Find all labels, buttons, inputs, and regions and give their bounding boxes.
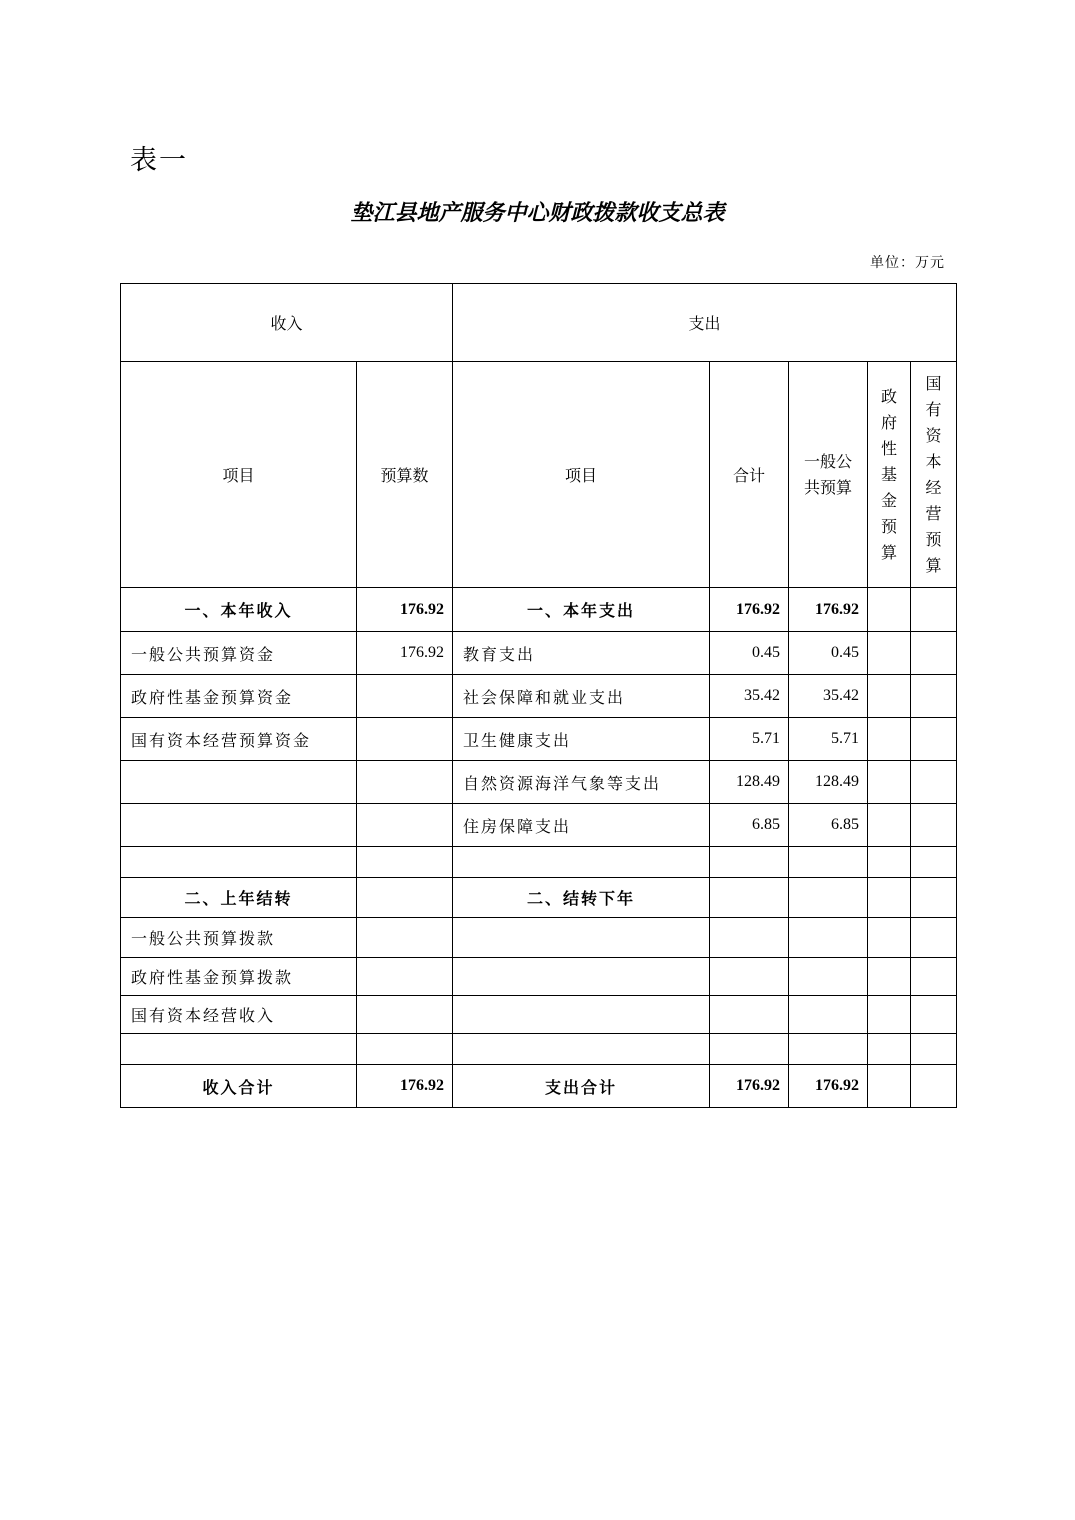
- expense-total: 35.42: [710, 675, 789, 718]
- income-amount: [357, 996, 453, 1034]
- general-budget-header-line2: 共预算: [804, 477, 853, 497]
- expense-gov-fund: [868, 958, 911, 996]
- expense-item: 住房保障支出: [453, 804, 710, 847]
- income-item: 国有资本经营预算资金: [121, 718, 357, 761]
- empty-cell: [868, 1034, 911, 1065]
- income-amount: [357, 878, 453, 918]
- expense-state-capital: [911, 918, 957, 958]
- expense-gov-fund: [868, 918, 911, 958]
- empty-cell: [357, 1034, 453, 1065]
- expense-general: 0.45: [789, 632, 868, 675]
- state-capital-char: 预: [925, 529, 942, 549]
- table-row-empty: [121, 847, 957, 878]
- expense-total: [710, 918, 789, 958]
- expense-total: 5.71: [710, 718, 789, 761]
- expense-item: 二、结转下年: [453, 878, 710, 918]
- expense-general: 176.92: [789, 1065, 868, 1108]
- income-header: 收入: [121, 284, 453, 362]
- header-row-sections: [121, 284, 957, 362]
- state-capital-budget-header: [911, 362, 957, 588]
- expense-total: 176.92: [710, 1065, 789, 1108]
- gov-fund-char: 政: [881, 386, 898, 406]
- expense-gov-fund: [868, 718, 911, 761]
- state-capital-char: 营: [925, 503, 942, 523]
- income-item: 政府性基金预算拨款: [121, 958, 357, 996]
- table-row-total: [121, 1065, 957, 1108]
- income-amount: [357, 918, 453, 958]
- expense-state-capital: [911, 958, 957, 996]
- gov-fund-char: 预: [881, 516, 898, 536]
- empty-cell: [911, 847, 957, 878]
- income-item: [121, 804, 357, 847]
- expense-total: [710, 878, 789, 918]
- expense-gov-fund: [868, 1065, 911, 1108]
- state-capital-char: 资: [925, 425, 942, 445]
- table-row: [121, 588, 957, 632]
- expense-general: 6.85: [789, 804, 868, 847]
- expense-gov-fund: [868, 761, 911, 804]
- expense-total: [710, 996, 789, 1034]
- expense-total: 0.45: [710, 632, 789, 675]
- expense-total-label: 支出合计: [453, 1065, 710, 1108]
- empty-cell: [911, 1034, 957, 1065]
- income-item: 政府性基金预算资金: [121, 675, 357, 718]
- expense-general: [789, 918, 868, 958]
- expense-total: 176.92: [710, 588, 789, 632]
- expense-state-capital: [911, 675, 957, 718]
- table-row: [121, 761, 957, 804]
- income-item-header: 项目: [121, 362, 357, 588]
- expense-item: 卫生健康支出: [453, 718, 710, 761]
- empty-cell: [453, 847, 710, 878]
- gov-fund-char: 府: [881, 412, 898, 432]
- expense-state-capital: [911, 1065, 957, 1108]
- table-row: [121, 996, 957, 1034]
- income-budget-header: 预算数: [357, 362, 453, 588]
- expense-gov-fund: [868, 804, 911, 847]
- expense-total: 128.49: [710, 761, 789, 804]
- table-row: [121, 918, 957, 958]
- empty-cell: [868, 847, 911, 878]
- expense-item: 一、本年支出: [453, 588, 710, 632]
- expense-state-capital: [911, 588, 957, 632]
- expense-gov-fund: [868, 996, 911, 1034]
- state-capital-char: 经: [925, 477, 942, 497]
- income-item: 一、本年收入: [121, 588, 357, 632]
- general-budget-header-line1: 一般公: [804, 451, 853, 471]
- expense-general: 128.49: [789, 761, 868, 804]
- header-row-columns: [121, 362, 957, 588]
- income-amount: [357, 761, 453, 804]
- expense-item: 社会保障和就业支出: [453, 675, 710, 718]
- expense-item: [453, 918, 710, 958]
- gov-fund-budget-header: [868, 362, 911, 588]
- document-title: 垫江县地产服务中心财政拨款收支总表: [350, 200, 725, 226]
- income-amount: [357, 718, 453, 761]
- income-total-label: 收入合计: [121, 1065, 357, 1108]
- expense-item: [453, 996, 710, 1034]
- expense-item: [453, 958, 710, 996]
- income-amount: [357, 958, 453, 996]
- empty-cell: [357, 847, 453, 878]
- table-label: 表一: [130, 145, 188, 176]
- table-row: [121, 958, 957, 996]
- income-amount: 176.92: [357, 632, 453, 675]
- expense-total: [710, 958, 789, 996]
- expense-gov-fund: [868, 588, 911, 632]
- expense-gov-fund: [868, 878, 911, 918]
- total-header: 合计: [710, 362, 789, 588]
- expense-state-capital: [911, 761, 957, 804]
- income-item: [121, 761, 357, 804]
- expense-gov-fund: [868, 632, 911, 675]
- table-row: [121, 632, 957, 675]
- gov-fund-char: 基: [881, 464, 898, 484]
- expense-gov-fund: [868, 675, 911, 718]
- empty-cell: [710, 1034, 789, 1065]
- empty-cell: [789, 847, 868, 878]
- expense-general: [789, 958, 868, 996]
- gov-fund-char: 算: [881, 542, 898, 562]
- empty-cell: [789, 1034, 868, 1065]
- gov-fund-char: 性: [881, 438, 898, 458]
- fiscal-summary-table: [120, 283, 957, 1108]
- income-amount: [357, 804, 453, 847]
- expense-general: [789, 878, 868, 918]
- empty-cell: [710, 847, 789, 878]
- empty-cell: [121, 1034, 357, 1065]
- income-item: 一般公共预算资金: [121, 632, 357, 675]
- state-capital-char: 本: [925, 451, 942, 471]
- expense-state-capital: [911, 804, 957, 847]
- gov-fund-char: 金: [881, 490, 898, 510]
- table-row: [121, 878, 957, 918]
- table-row: [121, 718, 957, 761]
- empty-cell: [453, 1034, 710, 1065]
- expense-general: 5.71: [789, 718, 868, 761]
- state-capital-char: 国: [925, 373, 942, 393]
- table-row: [121, 804, 957, 847]
- empty-cell: [121, 847, 357, 878]
- table-row-empty: [121, 1034, 957, 1065]
- expense-state-capital: [911, 996, 957, 1034]
- expense-header: 支出: [453, 284, 957, 362]
- expense-total: 6.85: [710, 804, 789, 847]
- unit-label: 单位：万元: [870, 255, 945, 271]
- expense-general: 35.42: [789, 675, 868, 718]
- expense-item-header: 项目: [453, 362, 710, 588]
- income-item: 二、上年结转: [121, 878, 357, 918]
- general-budget-header: [789, 362, 868, 588]
- expense-item: 自然资源海洋气象等支出: [453, 761, 710, 804]
- income-item: 一般公共预算拨款: [121, 918, 357, 958]
- table-row: [121, 675, 957, 718]
- expense-state-capital: [911, 632, 957, 675]
- expense-state-capital: [911, 878, 957, 918]
- expense-general: [789, 996, 868, 1034]
- state-capital-char: 算: [925, 555, 942, 575]
- expense-item: 教育支出: [453, 632, 710, 675]
- expense-state-capital: [911, 718, 957, 761]
- expense-general: 176.92: [789, 588, 868, 632]
- income-item: 国有资本经营收入: [121, 996, 357, 1034]
- income-amount: [357, 675, 453, 718]
- state-capital-char: 有: [925, 399, 942, 419]
- income-amount: 176.92: [357, 588, 453, 632]
- income-total-amount: 176.92: [357, 1065, 453, 1108]
